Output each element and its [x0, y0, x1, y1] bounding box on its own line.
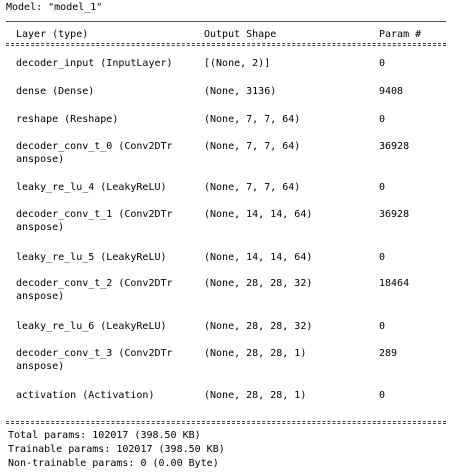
header-rule	[6, 43, 446, 46]
model-title: Model: "model_1"	[6, 2, 103, 13]
param-count: 0	[379, 58, 386, 69]
layer-name: decoder_conv_t_1 (Conv2DTr anspose)	[16, 209, 173, 233]
output-shape: (None, 28, 28, 32)	[204, 278, 313, 289]
non-trainable-params: Non-trainable params: 0 (0.00 Byte)	[8, 458, 219, 469]
layer-name: dense (Dense)	[16, 86, 95, 97]
param-count: 36928	[379, 209, 410, 220]
output-shape: (None, 28, 28, 32)	[204, 321, 313, 332]
top-rule	[6, 21, 446, 22]
trainable-params: Trainable params: 102017 (398.50 KB)	[8, 444, 225, 455]
output-shape: (None, 7, 7, 64)	[204, 114, 301, 125]
header-output-shape: Output Shape	[204, 29, 277, 40]
param-count: 0	[379, 114, 386, 125]
param-count: 0	[379, 252, 386, 263]
output-shape: (None, 28, 28, 1)	[204, 390, 307, 401]
param-count: 18464	[379, 278, 410, 289]
header-layer: Layer (type)	[16, 29, 89, 40]
layer-name: leaky_re_lu_4 (LeakyReLU)	[16, 182, 167, 193]
output-shape: (None, 7, 7, 64)	[204, 182, 301, 193]
layer-name: decoder_conv_t_2 (Conv2DTr anspose)	[16, 278, 173, 302]
layer-name: leaky_re_lu_5 (LeakyReLU)	[16, 252, 167, 263]
header-param-count: Param #	[379, 29, 422, 40]
param-count: 289	[379, 348, 398, 359]
param-count: 0	[379, 390, 386, 401]
layer-name: decoder_conv_t_0 (Conv2DTr anspose)	[16, 141, 173, 165]
output-shape: (None, 28, 28, 1)	[204, 348, 307, 359]
output-shape: (None, 14, 14, 64)	[204, 209, 313, 220]
output-shape: (None, 3136)	[204, 86, 277, 97]
param-count: 0	[379, 182, 386, 193]
param-count: 9408	[379, 86, 404, 97]
param-count: 36928	[379, 141, 410, 152]
layer-name: activation (Activation)	[16, 390, 155, 401]
output-shape: [(None, 2)]	[204, 58, 271, 69]
layer-name: reshape (Reshape)	[16, 114, 119, 125]
output-shape: (None, 7, 7, 64)	[204, 141, 301, 152]
total-params: Total params: 102017 (398.50 KB)	[8, 430, 201, 441]
output-shape: (None, 14, 14, 64)	[204, 252, 313, 263]
layer-name: leaky_re_lu_6 (LeakyReLU)	[16, 321, 167, 332]
summary-rule	[6, 421, 446, 424]
param-count: 0	[379, 321, 386, 332]
layer-name: decoder_conv_t_3 (Conv2DTr anspose)	[16, 348, 173, 372]
layer-name: decoder_input (InputLayer)	[16, 58, 173, 69]
